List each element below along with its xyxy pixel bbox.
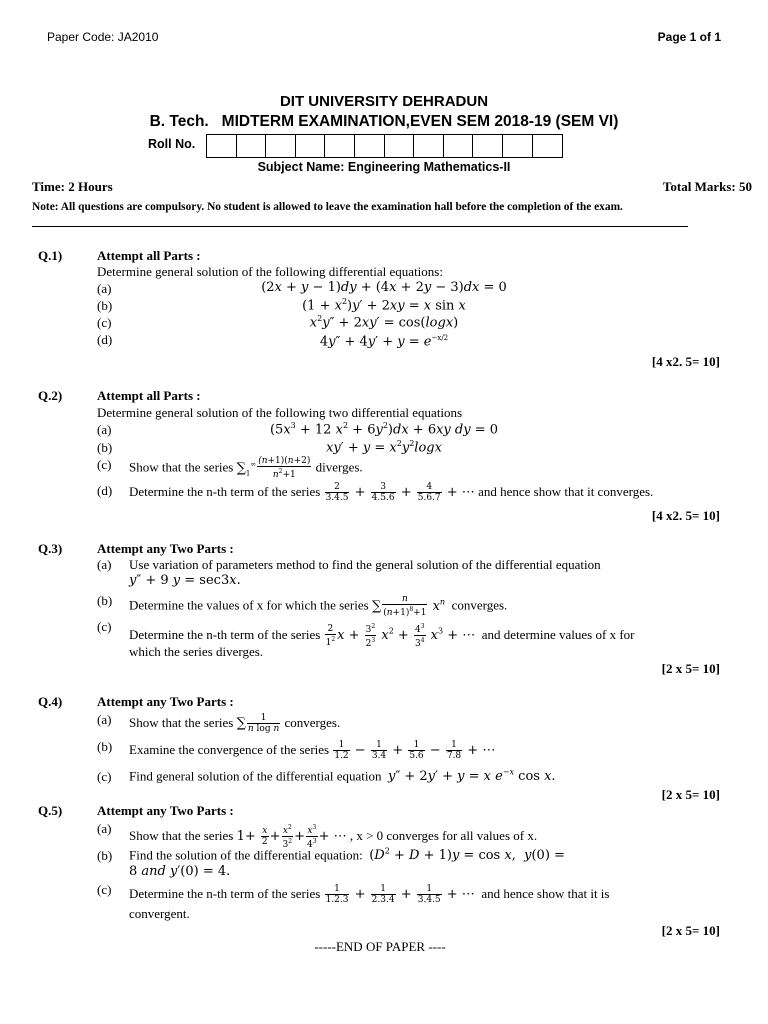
q2-c-series: $\sum_1^\infty$ $\frac{(n+1)(n+2)}{n^2+1}$ — [236, 456, 311, 480]
q4-c-equation: y″ + 2y′ + y = x $e^{-x}$ cos x. — [387, 768, 556, 785]
roll-cell[interactable] — [325, 135, 355, 157]
q1-label-a: (a) — [97, 281, 112, 296]
q2-label-b: (b) — [97, 440, 113, 455]
q5-a-prefix: Show that the series — [129, 828, 234, 843]
q1-equation-d: $4y'' + 4y' + y = e^{-x/2}$ — [319, 334, 449, 350]
roll-cell[interactable] — [385, 135, 415, 157]
q5-part-b — [129, 847, 565, 863]
q2-d-series: $\frac{2}{3.4.5}$ + $\frac{3}{4.5.6}$ + $\frac{4}{5.6.7}$ + ⋯ — [325, 482, 475, 503]
q5-part-c-line2: convergent. — [129, 906, 190, 921]
q2-d-prefix: Determine the n-th term of the series — [129, 484, 321, 499]
q2-intro: Determine general solution of the following two differential equations — [97, 405, 463, 420]
q5-number: Q.5) — [38, 803, 63, 818]
q2-d-suffix: and hence show that it converges. — [478, 484, 654, 499]
q1-marks: [4 x2. 5= 10] — [651, 354, 720, 369]
q4-part-b — [129, 740, 495, 761]
q2-equation-a: ($5x^3 + 12$ $x^2 + 6y^2)dx + 6xy$ dy = 0 — [269, 421, 499, 438]
roll-number-label: Roll No. — [148, 137, 196, 151]
q5-c-prefix: Determine the n-th term of the series — [129, 886, 321, 901]
q2-label-a: (a) — [97, 422, 112, 437]
q3-part-b — [129, 594, 507, 618]
q4-number: Q.4) — [38, 694, 63, 709]
q4-part-c — [129, 768, 556, 784]
q3-c-prefix: Determine the n-th term of the series — [129, 627, 321, 642]
q5-label-b: (b) — [97, 848, 113, 863]
q5-label-a: (a) — [97, 821, 112, 836]
roll-cell[interactable] — [207, 135, 237, 157]
q4-part-a — [129, 713, 340, 734]
subject-name: Subject Name: Engineering Mathematics-II — [257, 160, 511, 174]
q2-number: Q.2) — [38, 388, 63, 403]
q5-part-a — [129, 823, 537, 850]
q3-label-b: (b) — [97, 593, 113, 608]
roll-cell[interactable] — [266, 135, 296, 157]
q4-b-prefix: Examine the convergence of the series — [129, 742, 330, 757]
end-of-paper: -----END OF PAPER ---- — [314, 939, 446, 954]
q1-equation-b: $(1 + x^2)y' + 2xy = x$ sin x — [302, 297, 466, 314]
q4-c-prefix: Find general solution of the differential equation — [129, 768, 382, 784]
page-number: Page 1 of 1 — [657, 30, 721, 44]
q5-c-suffix: and hence show that it is — [481, 886, 610, 901]
q1-equation-a: (2x + y − 1)dy + (4x + 2y − 3)dx = 0 — [261, 280, 507, 295]
roll-cell[interactable] — [414, 135, 444, 157]
q4-label-a: (a) — [97, 712, 112, 727]
q4-marks: [2 x 5= 10] — [661, 787, 720, 802]
q4-b-series: $\frac{1}{1.2}$ − $\frac{1}{3.4}$ + $\frac{1}{5.6}$ − $\frac{1}{7.8}$ + ⋯ — [334, 740, 496, 761]
q2-c-suffix: diverges. — [315, 459, 363, 475]
q1-number: Q.1) — [38, 248, 63, 263]
q3-part-c-line2: which the series diverges. — [129, 644, 264, 659]
q5-a-suffix: , x > 0 converges for all values of x. — [349, 828, 538, 843]
q5-b-equation: $(D^2 + D + 1)y = \cos x$, y(0) = — [369, 847, 565, 864]
q4-label-c: (c) — [97, 769, 112, 784]
roll-cell[interactable] — [237, 135, 267, 157]
q2-label-d: (d) — [97, 483, 113, 498]
q4-a-prefix: Show that the series — [129, 715, 234, 730]
q1-title: Attempt all Parts : — [97, 248, 201, 263]
q3-part-a: Use variation of parameters method to find the general solution of the differential equation — [129, 557, 601, 572]
q5-label-c: (c) — [97, 882, 112, 897]
exam-time: Time: 2 Hours — [32, 179, 113, 194]
q4-label-b: (b) — [97, 739, 113, 754]
q3-label-a: (a) — [97, 557, 112, 572]
total-marks: Total Marks: 50 — [662, 179, 752, 194]
q4-a-series: ∑ $\frac{1}{\text{n log n}}$ — [236, 713, 280, 734]
q4-a-suffix: converges. — [284, 715, 341, 730]
roll-number-boxes[interactable] — [206, 134, 563, 158]
q1-label-b: (b) — [97, 298, 113, 313]
q2-c-prefix: Show that the series — [129, 459, 234, 475]
q3-b-series: ∑ $\frac{n}{(n+1)^8+1}$ $x^n$ — [371, 594, 446, 618]
divider — [32, 226, 688, 227]
q1-label-c: (c) — [97, 315, 112, 330]
q1-intro: Determine general solution of the following differential equations: — [97, 264, 443, 279]
q2-part-d — [129, 482, 653, 503]
q2-part-c — [129, 456, 363, 480]
q2-title: Attempt all Parts : — [97, 388, 201, 403]
q5-part-c — [129, 884, 609, 905]
q3-number: Q.3) — [38, 541, 63, 556]
q3-equation-a: y″ + 9 y = sec3x. — [129, 573, 241, 588]
q5-a-series: 1+ $\frac{x}{2}$ + $\frac{x^2}{3^2}$ + $\frac{x^3}{4^3}$ + ⋯ — [236, 824, 347, 850]
q4-title: Attempt any Two Parts : — [97, 694, 234, 709]
q1-equation-c: $x^2y'' + 2xy' = \cos(\log x)$ — [309, 314, 459, 331]
q2-marks: [4 x2. 5= 10] — [651, 508, 720, 523]
roll-cell[interactable] — [355, 135, 385, 157]
roll-cell[interactable] — [503, 135, 533, 157]
paper-code: Paper Code: JA2010 — [47, 30, 159, 44]
q3-c-suffix: and determine values of x for — [481, 627, 635, 642]
q5-b-equation-line2: 8 and y′(0) = 4. — [129, 864, 231, 879]
q2-label-c: (c) — [97, 457, 112, 472]
q5-b-prefix: Find the solution of the differential equation: — [129, 847, 363, 863]
q1-label-d: (d) — [97, 332, 113, 347]
q5-marks: [2 x 5= 10] — [661, 923, 720, 938]
university-name: DIT UNIVERSITY DEHRADUN — [279, 93, 489, 110]
q5-title: Attempt any Two Parts : — [97, 803, 234, 818]
exam-note: Note: All questions are compulsory. No student is allowed to leave the examination hall before the completion of the exam. — [32, 201, 623, 213]
q5-c-series: $\frac{1}{1.2.3}$ + $\frac{1}{2.3.4}$ + $\frac{1}{3.4.5}$ + ⋯ — [325, 884, 475, 905]
roll-cell[interactable] — [444, 135, 474, 157]
roll-cell[interactable] — [533, 135, 563, 157]
q3-b-prefix: Determine the values of x for which the series — [129, 597, 369, 613]
q3-label-c: (c) — [97, 619, 112, 634]
roll-cell[interactable] — [473, 135, 503, 157]
q3-marks: [2 x 5= 10] — [661, 661, 720, 676]
roll-cell[interactable] — [296, 135, 326, 157]
q3-title: Attempt any Two Parts : — [97, 541, 234, 556]
q3-c-series: $\frac{2}{1^2}$ x + $\frac{3^2}{2^3}$ $x^2$ + $\frac{4^3}{3^4}$ $x^3$ + ⋯ — [325, 623, 476, 649]
exam-title: B. Tech. MIDTERM EXAMINATION,EVEN SEM 2018-19 (SEM VI) — [149, 113, 619, 130]
q2-equation-b: $xy' + y = x^2y^2\log x$ — [326, 439, 442, 456]
q3-b-suffix: converges. — [451, 597, 508, 613]
